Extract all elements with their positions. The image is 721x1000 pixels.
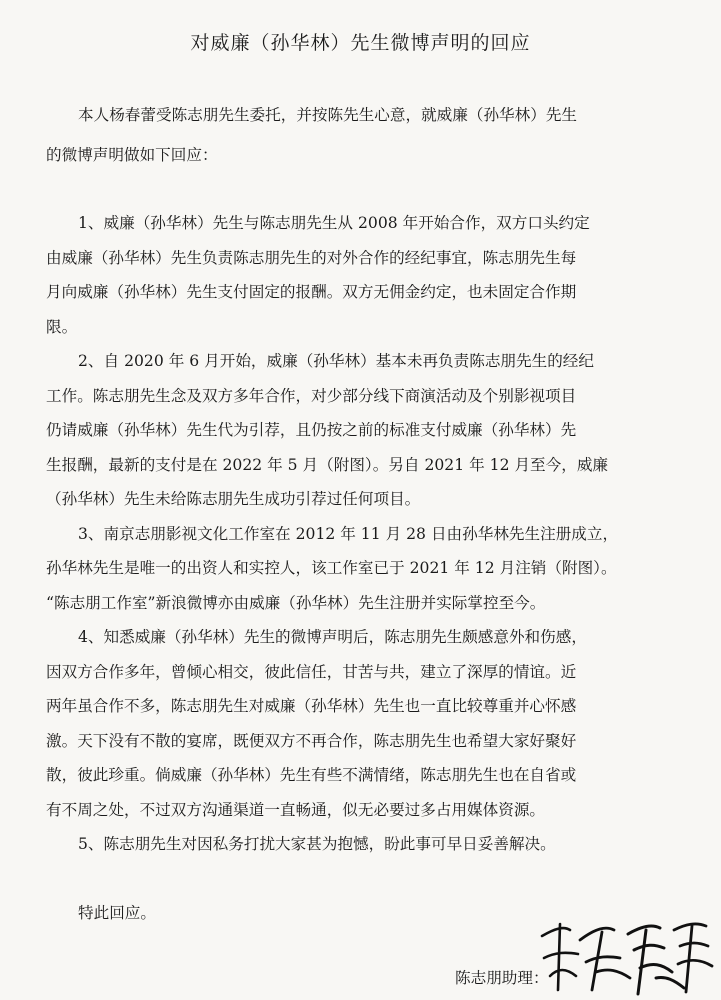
text-line: 4、知悉威廉（孙华林）先生的微博声明后，陈志朋先生颇感意外和伤感， [78, 628, 587, 646]
text-line: 1、威廉（孙华林）先生与陈志朋先生从 2008 年开始合作，双方口头约定 [78, 214, 590, 232]
text-line: （孙华林）先生未给陈志朋先生成功引荐过任何项目。 [46, 490, 421, 508]
text-line: 因双方合作多年，曾倾心相交，彼此信任，甘苦与共，建立了深厚的情谊。近 [46, 663, 577, 681]
text-line: 2、自 2020 年 6 月开始，威廉（孙华林）基本未再负责陈志朋先生的经纪 [78, 352, 594, 370]
text-line: 有不周之处，不过双方沟通渠道一直畅通，似无必要过多占用媒体资源。 [46, 801, 546, 819]
text-line: 限。 [46, 318, 78, 336]
text-line: 本人杨春蕾受陈志朋先生委托，并按陈先生心意，就威廉（孙华林）先生 [78, 106, 578, 124]
text-line: 的微博声明做如下回应： [46, 146, 218, 164]
text-line: 5、陈志朋先生对因私务打扰大家甚为抱憾，盼此事可早日妥善解决。 [78, 835, 556, 853]
text-line: 月向威廉（孙华林）先生支付固定的报酬。双方无佣金约定，也未固定合作期 [46, 283, 577, 301]
signature-label: 陈志朋助理： [455, 969, 549, 987]
text-line: 3、南京志朋影视文化工作室在 2012 年 11 月 28 日由孙华林先生注册成立， [78, 525, 619, 543]
text-line: 特此回应。 [78, 904, 156, 922]
text-line: 激。天下没有不散的宴席，既便双方不再合作，陈志朋先生也希望大家好聚好 [46, 732, 577, 750]
text-line: 孙华林先生是唯一的出资人和实控人，该工作室已于 2021 年 12 月注销（附图）。 [46, 559, 617, 577]
text-line: 生报酬，最新的支付是在 2022 年 5 月（附图）。另自 2021 年 12 月至今，威廉 [46, 456, 609, 474]
text-line: 散，彼此珍重。倘威廉（孙华林）先生有些不满情绪，陈志朋先生也在自省或 [46, 766, 577, 784]
text-line: 工作。陈志朋先生念及双方多年合作，对少部分线下商演活动及个别影视项目 [46, 387, 577, 405]
text-line: “陈志朋工作室”新浪微博亦由威廉（孙华林）先生注册并实际掌控至今。 [46, 594, 546, 612]
document-title: 对威廉（孙华林）先生微博声明的回应 [190, 32, 531, 54]
handwritten-signature [536, 918, 716, 1000]
text-line: 仍请威廉（孙华林）先生代为引荐，且仍按之前的标准支付威廉（孙华林）先 [46, 421, 577, 439]
text-line: 两年虽合作不多，陈志朋先生对威廉（孙华林）先生也一直比较尊重并心怀感 [46, 697, 577, 715]
text-line: 由威廉（孙华林）先生负责陈志朋先生的对外合作的经纪事宜，陈志朋先生每 [46, 249, 577, 267]
